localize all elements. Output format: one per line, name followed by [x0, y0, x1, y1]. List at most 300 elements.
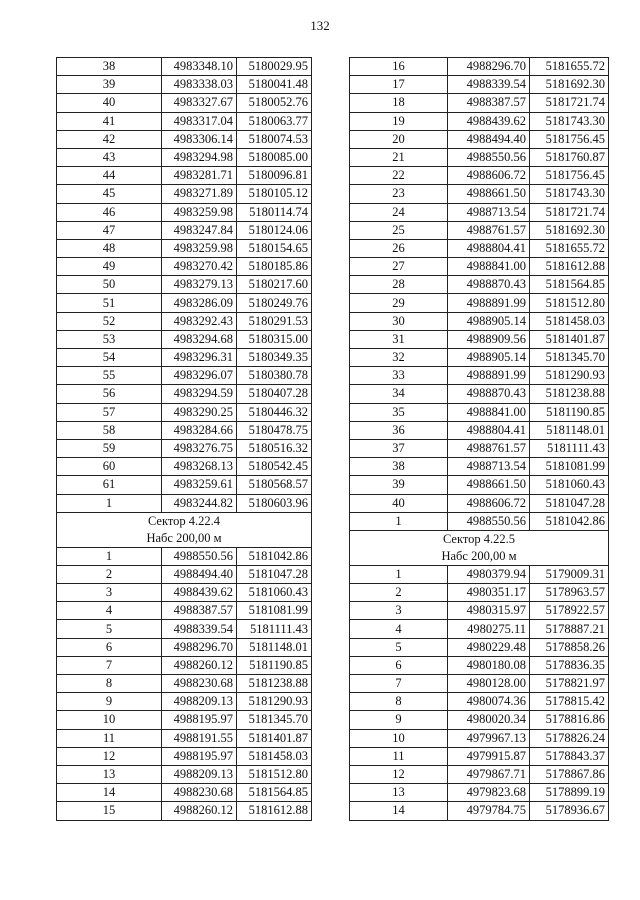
point-number: 47 — [57, 221, 162, 239]
y-coordinate: 5181190.85 — [530, 403, 609, 421]
table-row — [350, 476, 609, 494]
y-coordinate: 5181042.86 — [237, 547, 312, 565]
x-coordinate: 4988891.99 — [448, 367, 530, 385]
point-number: 10 — [57, 711, 162, 729]
x-coordinate: 4988439.62 — [162, 584, 237, 602]
y-coordinate: 5181512.80 — [237, 765, 312, 783]
y-coordinate: 5181512.80 — [530, 294, 609, 312]
x-coordinate: 4988841.00 — [448, 403, 530, 421]
point-number: 38 — [57, 58, 162, 76]
table-row — [57, 602, 312, 620]
x-coordinate: 4988909.56 — [448, 330, 530, 348]
y-coordinate: 5181655.72 — [530, 239, 609, 257]
x-coordinate: 4988870.43 — [448, 276, 530, 294]
point-number: 56 — [57, 385, 162, 403]
y-coordinate: 5180249.76 — [237, 294, 312, 312]
point-number: 35 — [350, 403, 448, 421]
x-coordinate: 4988713.54 — [448, 458, 530, 476]
point-number: 2 — [57, 565, 162, 583]
y-coordinate: 5180085.00 — [237, 148, 312, 166]
x-coordinate: 4988804.41 — [448, 421, 530, 439]
x-coordinate: 4988260.12 — [162, 802, 237, 820]
y-coordinate: 5181458.03 — [530, 312, 609, 330]
coordinates-table-right — [349, 57, 609, 821]
point-number: 36 — [350, 421, 448, 439]
table-row — [57, 458, 312, 476]
point-number: 9 — [57, 693, 162, 711]
y-coordinate: 5181148.01 — [530, 421, 609, 439]
point-number: 50 — [57, 276, 162, 294]
table-row — [350, 421, 609, 439]
table-row — [350, 693, 609, 711]
table-row — [57, 620, 312, 638]
x-coordinate: 4979823.68 — [448, 784, 530, 802]
x-coordinate: 4988905.14 — [448, 349, 530, 367]
sector-header — [350, 530, 609, 565]
y-coordinate: 5181692.30 — [530, 221, 609, 239]
coordinates-table-left — [56, 57, 312, 821]
table-row — [57, 203, 312, 221]
table-row — [350, 148, 609, 166]
y-coordinate: 5180478.75 — [237, 421, 312, 439]
table-row — [57, 421, 312, 439]
y-coordinate: 5181458.03 — [237, 747, 312, 765]
x-coordinate: 4980128.00 — [448, 675, 530, 693]
point-number: 3 — [57, 584, 162, 602]
x-coordinate: 4988191.55 — [162, 729, 237, 747]
y-coordinate: 5180542.45 — [237, 458, 312, 476]
point-number: 58 — [57, 421, 162, 439]
x-coordinate: 4988209.13 — [162, 765, 237, 783]
x-coordinate: 4988841.00 — [448, 258, 530, 276]
table-row — [350, 675, 609, 693]
y-coordinate: 5180063.77 — [237, 112, 312, 130]
x-coordinate: 4988230.68 — [162, 675, 237, 693]
x-coordinate: 4983296.31 — [162, 349, 237, 367]
table-row — [350, 312, 609, 330]
sector-subtitle: Набс 200,00 м — [441, 548, 517, 563]
point-number: 5 — [57, 620, 162, 638]
x-coordinate: 4988387.57 — [162, 602, 237, 620]
point-number: 13 — [350, 784, 448, 802]
x-coordinate: 4988439.62 — [448, 112, 530, 130]
point-number: 25 — [350, 221, 448, 239]
y-coordinate: 5181401.87 — [237, 729, 312, 747]
y-coordinate: 5178936.67 — [530, 802, 609, 820]
y-coordinate: 5181564.85 — [530, 276, 609, 294]
point-number: 41 — [57, 112, 162, 130]
table-row — [350, 656, 609, 674]
y-coordinate: 5181564.85 — [237, 784, 312, 802]
table-row — [57, 385, 312, 403]
y-coordinate: 5180516.32 — [237, 439, 312, 457]
y-coordinate: 5179009.31 — [530, 565, 609, 583]
table-row — [350, 765, 609, 783]
y-coordinate: 5180029.95 — [237, 58, 312, 76]
x-coordinate: 4988230.68 — [162, 784, 237, 802]
table-row — [57, 94, 312, 112]
x-coordinate: 4979967.13 — [448, 729, 530, 747]
point-number: 40 — [57, 94, 162, 112]
table-row — [57, 312, 312, 330]
y-coordinate: 5181190.85 — [237, 656, 312, 674]
point-number: 16 — [350, 58, 448, 76]
y-coordinate: 5180446.32 — [237, 403, 312, 421]
y-coordinate: 5181081.99 — [530, 458, 609, 476]
point-number: 3 — [350, 602, 448, 620]
point-number: 24 — [350, 203, 448, 221]
table-row — [57, 167, 312, 185]
point-number: 7 — [57, 656, 162, 674]
table-row — [350, 458, 609, 476]
y-coordinate: 5178843.37 — [530, 747, 609, 765]
table-row — [350, 330, 609, 348]
y-coordinate: 5181345.70 — [237, 711, 312, 729]
point-number: 21 — [350, 148, 448, 166]
x-coordinate: 4983290.25 — [162, 403, 237, 421]
table-row — [57, 330, 312, 348]
x-coordinate: 4983317.04 — [162, 112, 237, 130]
point-number: 15 — [57, 802, 162, 820]
y-coordinate: 5181290.93 — [530, 367, 609, 385]
x-coordinate: 4983279.13 — [162, 276, 237, 294]
sector-subtitle: Набс 200,00 м — [146, 530, 222, 545]
x-coordinate: 4988606.72 — [448, 167, 530, 185]
point-number: 8 — [57, 675, 162, 693]
point-number: 40 — [350, 494, 448, 512]
x-coordinate: 4988661.50 — [448, 185, 530, 203]
point-number: 53 — [57, 330, 162, 348]
table-row — [57, 367, 312, 385]
y-coordinate: 5181042.86 — [530, 512, 609, 530]
point-number: 39 — [350, 476, 448, 494]
table-row — [57, 76, 312, 94]
table-row — [57, 711, 312, 729]
sector-header-row — [57, 512, 312, 547]
x-coordinate: 4988387.57 — [448, 94, 530, 112]
point-number: 31 — [350, 330, 448, 348]
point-number: 1 — [57, 547, 162, 565]
table-row — [350, 258, 609, 276]
x-coordinate: 4983348.10 — [162, 58, 237, 76]
table-row — [350, 784, 609, 802]
x-coordinate: 4983247.84 — [162, 221, 237, 239]
y-coordinate: 5181060.43 — [237, 584, 312, 602]
point-number: 49 — [57, 258, 162, 276]
x-coordinate: 4983294.59 — [162, 385, 237, 403]
table-row — [350, 221, 609, 239]
x-coordinate: 4980020.34 — [448, 711, 530, 729]
point-number: 4 — [57, 602, 162, 620]
point-number: 45 — [57, 185, 162, 203]
point-number: 39 — [57, 76, 162, 94]
point-number: 27 — [350, 258, 448, 276]
x-coordinate: 4983327.67 — [162, 94, 237, 112]
x-coordinate: 4988606.72 — [448, 494, 530, 512]
table-row — [350, 239, 609, 257]
x-coordinate: 4983306.14 — [162, 130, 237, 148]
point-number: 7 — [350, 675, 448, 693]
sector-title: Сектор 4.22.4 — [147, 513, 221, 528]
x-coordinate: 4988195.97 — [162, 747, 237, 765]
table-row — [57, 294, 312, 312]
y-coordinate: 5180154.65 — [237, 239, 312, 257]
y-coordinate: 5181743.30 — [530, 112, 609, 130]
y-coordinate: 5180568.57 — [237, 476, 312, 494]
point-number: 5 — [350, 638, 448, 656]
point-number: 34 — [350, 385, 448, 403]
x-coordinate: 4983244.82 — [162, 494, 237, 512]
y-coordinate: 5181238.88 — [237, 675, 312, 693]
x-coordinate: 4979784.75 — [448, 802, 530, 820]
y-coordinate: 5181760.87 — [530, 148, 609, 166]
table-row — [57, 675, 312, 693]
x-coordinate: 4980074.36 — [448, 693, 530, 711]
x-coordinate: 4980229.48 — [448, 638, 530, 656]
x-coordinate: 4988296.70 — [448, 58, 530, 76]
table-row — [350, 565, 609, 583]
y-coordinate: 5178867.86 — [530, 765, 609, 783]
x-coordinate: 4988550.56 — [162, 547, 237, 565]
y-coordinate: 5178858.26 — [530, 638, 609, 656]
y-coordinate: 5181612.88 — [237, 802, 312, 820]
y-coordinate: 5180185.86 — [237, 258, 312, 276]
x-coordinate: 4980351.17 — [448, 584, 530, 602]
point-number: 43 — [57, 148, 162, 166]
x-coordinate: 4983294.68 — [162, 330, 237, 348]
point-number: 4 — [350, 620, 448, 638]
x-coordinate: 4983271.89 — [162, 185, 237, 203]
x-coordinate: 4983292.43 — [162, 312, 237, 330]
point-number: 23 — [350, 185, 448, 203]
point-number: 14 — [57, 784, 162, 802]
point-number: 37 — [350, 439, 448, 457]
point-number: 1 — [57, 494, 162, 512]
point-number: 55 — [57, 367, 162, 385]
y-coordinate: 5181345.70 — [530, 349, 609, 367]
y-coordinate: 5181047.28 — [237, 565, 312, 583]
y-coordinate: 5180096.81 — [237, 167, 312, 185]
x-coordinate: 4988296.70 — [162, 638, 237, 656]
y-coordinate: 5180074.53 — [237, 130, 312, 148]
table-row — [57, 656, 312, 674]
x-coordinate: 4988494.40 — [162, 565, 237, 583]
x-coordinate: 4980180.08 — [448, 656, 530, 674]
x-coordinate: 4988494.40 — [448, 130, 530, 148]
point-number: 54 — [57, 349, 162, 367]
table-row — [350, 729, 609, 747]
table-row — [350, 439, 609, 457]
page-number: 132 — [310, 18, 330, 33]
table-row — [57, 112, 312, 130]
table-row — [57, 638, 312, 656]
point-number: 18 — [350, 94, 448, 112]
table-row — [57, 765, 312, 783]
y-coordinate: 5181081.99 — [237, 602, 312, 620]
point-number: 14 — [350, 802, 448, 820]
y-coordinate: 5181743.30 — [530, 185, 609, 203]
table-row — [57, 547, 312, 565]
y-coordinate: 5180041.48 — [237, 76, 312, 94]
table-row — [57, 221, 312, 239]
table-row — [350, 367, 609, 385]
table-row — [57, 58, 312, 76]
point-number: 33 — [350, 367, 448, 385]
y-coordinate: 5181401.87 — [530, 330, 609, 348]
sector-header-row — [350, 530, 609, 565]
y-coordinate: 5181148.01 — [237, 638, 312, 656]
x-coordinate: 4979915.87 — [448, 747, 530, 765]
x-coordinate: 4988804.41 — [448, 239, 530, 257]
table-row — [350, 203, 609, 221]
y-coordinate: 5181756.45 — [530, 130, 609, 148]
point-number: 52 — [57, 312, 162, 330]
table-row — [57, 276, 312, 294]
x-coordinate: 4983284.66 — [162, 421, 237, 439]
point-number: 57 — [57, 403, 162, 421]
table-row — [350, 58, 609, 76]
y-coordinate: 5180603.96 — [237, 494, 312, 512]
point-number: 22 — [350, 167, 448, 185]
table-row — [350, 349, 609, 367]
y-coordinate: 5181111.43 — [530, 439, 609, 457]
table-row — [350, 602, 609, 620]
x-coordinate: 4988761.57 — [448, 439, 530, 457]
point-number: 19 — [350, 112, 448, 130]
y-coordinate: 5181756.45 — [530, 167, 609, 185]
point-number: 59 — [57, 439, 162, 457]
y-coordinate: 5178836.35 — [530, 656, 609, 674]
x-coordinate: 4983281.71 — [162, 167, 237, 185]
point-number: 10 — [350, 729, 448, 747]
y-coordinate: 5181655.72 — [530, 58, 609, 76]
table-row — [350, 76, 609, 94]
table-row — [350, 512, 609, 530]
table-row — [57, 784, 312, 802]
point-number: 29 — [350, 294, 448, 312]
x-coordinate: 4988339.54 — [448, 76, 530, 94]
table-row — [350, 638, 609, 656]
table-row — [350, 584, 609, 602]
y-coordinate: 5181111.43 — [237, 620, 312, 638]
sector-header — [57, 512, 312, 547]
table-row — [57, 476, 312, 494]
table-row — [350, 385, 609, 403]
x-coordinate: 4980315.97 — [448, 602, 530, 620]
point-number: 8 — [350, 693, 448, 711]
table-row — [57, 584, 312, 602]
x-coordinate: 4980379.94 — [448, 565, 530, 583]
y-coordinate: 5178887.21 — [530, 620, 609, 638]
point-number: 28 — [350, 276, 448, 294]
point-number: 1 — [350, 565, 448, 583]
x-coordinate: 4983276.75 — [162, 439, 237, 457]
table-row — [57, 239, 312, 257]
y-coordinate: 5180114.74 — [237, 203, 312, 221]
table-row — [57, 258, 312, 276]
x-coordinate: 4988260.12 — [162, 656, 237, 674]
y-coordinate: 5181047.28 — [530, 494, 609, 512]
x-coordinate: 4988550.56 — [448, 148, 530, 166]
x-coordinate: 4988870.43 — [448, 385, 530, 403]
table-row — [57, 130, 312, 148]
table-row — [57, 693, 312, 711]
y-coordinate: 5181238.88 — [530, 385, 609, 403]
point-number: 51 — [57, 294, 162, 312]
y-coordinate: 5180315.00 — [237, 330, 312, 348]
sector-title: Сектор 4.22.5 — [442, 531, 516, 546]
point-number: 6 — [350, 656, 448, 674]
point-number: 11 — [350, 747, 448, 765]
x-coordinate: 4988195.97 — [162, 711, 237, 729]
table-row — [57, 729, 312, 747]
x-coordinate: 4983294.98 — [162, 148, 237, 166]
y-coordinate: 5180407.28 — [237, 385, 312, 403]
y-coordinate: 5178826.24 — [530, 729, 609, 747]
table-row — [57, 565, 312, 583]
point-number: 9 — [350, 711, 448, 729]
point-number: 44 — [57, 167, 162, 185]
table-row — [57, 185, 312, 203]
y-coordinate: 5180380.78 — [237, 367, 312, 385]
y-coordinate: 5181721.74 — [530, 203, 609, 221]
table-row — [350, 711, 609, 729]
table-row — [57, 148, 312, 166]
table-row — [350, 620, 609, 638]
y-coordinate: 5178816.86 — [530, 711, 609, 729]
point-number: 17 — [350, 76, 448, 94]
y-coordinate: 5180217.60 — [237, 276, 312, 294]
point-number: 12 — [350, 765, 448, 783]
point-number: 32 — [350, 349, 448, 367]
y-coordinate: 5178821.97 — [530, 675, 609, 693]
table-row — [350, 167, 609, 185]
table-row — [57, 439, 312, 457]
point-number: 6 — [57, 638, 162, 656]
y-coordinate: 5178815.42 — [530, 693, 609, 711]
x-coordinate: 4983270.42 — [162, 258, 237, 276]
x-coordinate: 4983259.98 — [162, 239, 237, 257]
y-coordinate: 5180124.06 — [237, 221, 312, 239]
table-row — [350, 94, 609, 112]
x-coordinate: 4988761.57 — [448, 221, 530, 239]
point-number: 2 — [350, 584, 448, 602]
table-row — [57, 494, 312, 512]
table-row — [350, 112, 609, 130]
table-row — [350, 130, 609, 148]
point-number: 1 — [350, 512, 448, 530]
table-row — [57, 802, 312, 820]
point-number: 13 — [57, 765, 162, 783]
point-number: 30 — [350, 312, 448, 330]
x-coordinate: 4983268.13 — [162, 458, 237, 476]
y-coordinate: 5181060.43 — [530, 476, 609, 494]
x-coordinate: 4980275.11 — [448, 620, 530, 638]
table-row — [350, 294, 609, 312]
table-row — [350, 494, 609, 512]
y-coordinate: 5180105.12 — [237, 185, 312, 203]
point-number: 26 — [350, 239, 448, 257]
x-coordinate: 4983286.09 — [162, 294, 237, 312]
point-number: 46 — [57, 203, 162, 221]
point-number: 38 — [350, 458, 448, 476]
table-row — [57, 747, 312, 765]
point-number: 20 — [350, 130, 448, 148]
point-number: 60 — [57, 458, 162, 476]
y-coordinate: 5178899.19 — [530, 784, 609, 802]
table-row — [350, 403, 609, 421]
x-coordinate: 4988891.99 — [448, 294, 530, 312]
